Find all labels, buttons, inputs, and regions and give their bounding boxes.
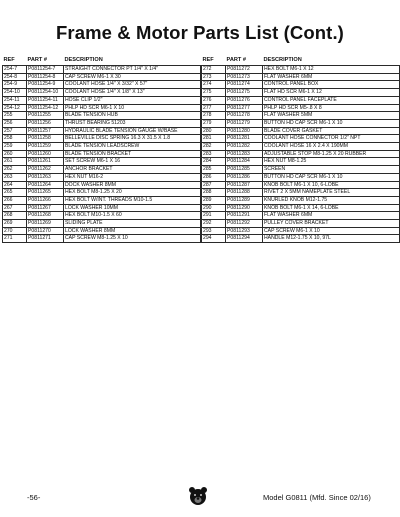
ref-cell: 280: [202, 127, 226, 135]
table-row: [202, 81, 400, 89]
description-cell: SLIDING PLATE: [64, 220, 201, 228]
ref-cell: 263: [3, 173, 27, 181]
description-cell: CAP SCREW M8-1.25 X 10: [64, 235, 201, 243]
ref-header: REF: [3, 56, 15, 63]
description-cell: BLADE TENSION LEADSCREW: [64, 143, 201, 151]
part-number-cell: P0811254-9: [27, 81, 64, 89]
table-row: [202, 104, 400, 112]
description-header: DESCRIPTION: [64, 56, 103, 63]
ref-cell: 282: [202, 143, 226, 151]
table-row: [3, 235, 201, 243]
table-row: [202, 212, 400, 220]
part-number-cell: P0811272: [226, 66, 263, 74]
description-cell: THRUST BEARING 51203: [64, 119, 201, 127]
table-row: [3, 89, 201, 97]
description-cell: LOCK WASHER 10MM: [64, 204, 201, 212]
part-number-cell: P0811268: [27, 212, 64, 220]
description-cell: COOLANT HOSE CONNECTOR 1/2" NPT: [263, 135, 400, 143]
ref-cell: 265: [3, 189, 27, 197]
table-row: [202, 112, 400, 120]
ref-cell: 284: [202, 158, 226, 166]
description-cell: HEX BOLT M10-1.5 X 60: [64, 212, 201, 220]
table-header-row: [3, 56, 201, 66]
part-number-cell: P0811260: [27, 150, 64, 158]
parts-table-right: [201, 56, 400, 243]
ref-cell: 267: [3, 204, 27, 212]
table-row: [3, 135, 201, 143]
table-row: [3, 96, 201, 104]
ref-cell: 271: [3, 235, 27, 243]
part-number-cell: P0811292: [226, 220, 263, 228]
ref-cell: 258: [3, 135, 27, 143]
table-row: [202, 204, 400, 212]
description-cell: BLADE TENSION HUB: [64, 112, 201, 120]
description-cell: HEX NUT M8-1.25: [263, 158, 400, 166]
part-number-cell: P0811266: [27, 196, 64, 204]
table-row: [202, 189, 400, 197]
part-number-header: PART #: [226, 56, 246, 63]
ref-cell: 285: [202, 166, 226, 174]
ref-cell: 262: [3, 166, 27, 174]
ref-cell: 290: [202, 204, 226, 212]
description-cell: PHLP HD SCR M5-.8 X 8: [263, 104, 400, 112]
part-number-cell: P0811281: [226, 135, 263, 143]
ref-cell: 259: [3, 143, 27, 151]
ref-cell: 294: [202, 235, 226, 243]
table-row: [3, 196, 201, 204]
ref-cell: 261: [3, 158, 27, 166]
part-number-cell: P0811276: [226, 96, 263, 104]
ref-cell: 274: [202, 81, 226, 89]
description-cell: FLAT WASHER 5MM: [263, 112, 400, 120]
description-cell: CAP SCREW M6-1 X 30: [64, 73, 201, 81]
description-cell: KNURLED KNOB M12-1.75: [263, 196, 400, 204]
page-title: Frame & Motor Parts List (Cont.): [56, 22, 344, 43]
description-cell: KNOB BOLT M6-1 X 10, 6-LOBE: [263, 181, 400, 189]
ref-cell: 268: [3, 212, 27, 220]
part-number-cell: P0811255: [27, 112, 64, 120]
ref-cell: 277: [202, 104, 226, 112]
bear-head-icon: [188, 486, 208, 506]
description-header: DESCRIPTION: [263, 56, 302, 63]
part-number-cell: P0811287: [226, 181, 263, 189]
ref-cell: 254-11: [3, 96, 27, 104]
table-row: [3, 220, 201, 228]
description-cell: HANDLE M12-1.75 X 10, 97L: [263, 235, 400, 243]
part-number-cell: P0811265: [27, 189, 64, 197]
ref-cell: 256: [3, 119, 27, 127]
part-number-cell: P0811257: [27, 127, 64, 135]
part-number-cell: P0811293: [226, 227, 263, 235]
part-number-cell: P0811277: [226, 104, 263, 112]
description-cell: FLAT WASHER 6MM: [263, 212, 400, 220]
ref-cell: 257: [3, 127, 27, 135]
table-row: [202, 150, 400, 158]
table-row: [202, 66, 400, 74]
page-number: -56-: [27, 493, 41, 502]
part-number-cell: P0811270: [27, 227, 64, 235]
ref-cell: 276: [202, 96, 226, 104]
ref-cell: 260: [3, 150, 27, 158]
description-cell: FLAT WASHER 6MM: [263, 73, 400, 81]
part-number-cell: P0811269: [27, 220, 64, 228]
description-cell: STRAIGHT CONNECTOR PT 1/4" X 1/4": [64, 66, 201, 74]
part-number-cell: P0811254-8: [27, 73, 64, 81]
part-number-cell: P0811261: [27, 158, 64, 166]
table-row: [3, 119, 201, 127]
ref-cell: 254-9: [3, 81, 27, 89]
ref-cell: 279: [202, 119, 226, 127]
table-row: [3, 112, 201, 120]
description-cell: CONTROL PANEL BOX: [263, 81, 400, 89]
description-cell: SCREEN: [263, 166, 400, 174]
part-number-cell: P0811283: [226, 150, 263, 158]
description-cell: BLADE TENSION BRACKET: [64, 150, 201, 158]
description-cell: KNOB BOLT M6-1 X 14, 6-LOBE: [263, 204, 400, 212]
ref-cell: 273: [202, 73, 226, 81]
ref-cell: 270: [3, 227, 27, 235]
description-cell: BUTTON HD CAP SCR M6-1 X 10: [263, 173, 400, 181]
part-number-cell: P0811284: [226, 158, 263, 166]
part-number-cell: P0811263: [27, 173, 64, 181]
ref-cell: 254-10: [3, 89, 27, 97]
description-cell: BELLEVILLE DISC SPRING 16.3 X 31.5 X 1.8: [64, 135, 201, 143]
part-number-cell: P0811285: [226, 166, 263, 174]
table-row: [202, 96, 400, 104]
ref-cell: 254-8: [3, 73, 27, 81]
description-cell: FLAT HD SCR M6-1 X 12: [263, 89, 400, 97]
ref-cell: 255: [3, 112, 27, 120]
table-row: [3, 173, 201, 181]
ref-cell: 278: [202, 112, 226, 120]
ref-cell: 287: [202, 181, 226, 189]
description-cell: CAP SCREW M6-1 X 10: [263, 227, 400, 235]
table-row: [202, 235, 400, 243]
table-row: [3, 143, 201, 151]
table-row: [3, 66, 201, 74]
ref-cell: 291: [202, 212, 226, 220]
part-number-cell: P0811254-11: [27, 96, 64, 104]
part-number-cell: P0811256: [27, 119, 64, 127]
table-row: [202, 135, 400, 143]
table-row: [3, 204, 201, 212]
description-cell: HOSE CLIP 1/2": [64, 96, 201, 104]
ref-cell: 272: [202, 66, 226, 74]
part-number-cell: P0811282: [226, 143, 263, 151]
table-row: [202, 220, 400, 228]
table-row: [3, 181, 201, 189]
table-row: [202, 119, 400, 127]
part-number-cell: P0811254-12: [27, 104, 64, 112]
parts-table-left: [2, 56, 201, 243]
table-row: [3, 212, 201, 220]
table-row: [202, 143, 400, 151]
description-cell: HEX NUT M16-2: [64, 173, 201, 181]
part-number-cell: P0811275: [226, 89, 263, 97]
description-cell: HEX BOLT W/INT. THREADS M10-1.5: [64, 196, 201, 204]
description-cell: BLADE COVER GASKET: [263, 127, 400, 135]
description-cell: COOLANT HOSE 1/4" X 1/8" X 13": [64, 89, 201, 97]
table-row: [202, 158, 400, 166]
part-number-cell: P0811290: [226, 204, 263, 212]
ref-cell: 283: [202, 150, 226, 158]
part-number-cell: P0811291: [226, 212, 263, 220]
description-cell: COOLANT HOSE 1/4" X 3/32" X 57": [64, 81, 201, 89]
part-number-cell: P0811288: [226, 189, 263, 197]
description-cell: SET SCREW M6-1 X 16: [64, 158, 201, 166]
table-row: [202, 166, 400, 174]
ref-cell: 286: [202, 173, 226, 181]
part-number-cell: P0811294: [226, 235, 263, 243]
table-row: [202, 73, 400, 81]
description-cell: PHLP HD SCR M6-1 X 10: [64, 104, 201, 112]
description-cell: LOCK WASHER 8MM: [64, 227, 201, 235]
description-cell: ANCHOR BRACKET: [64, 166, 201, 174]
table-row: [3, 81, 201, 89]
part-number-cell: P0811280: [226, 127, 263, 135]
table-row: [3, 158, 201, 166]
table-row: [3, 127, 201, 135]
ref-cell: 289: [202, 196, 226, 204]
table-row: [3, 104, 201, 112]
description-cell: ADJUSTABLE STOP M8-1.25 X 20 RUBBER: [263, 150, 400, 158]
table-header-row: [202, 56, 400, 66]
table-row: [202, 173, 400, 181]
table-row: [202, 227, 400, 235]
description-cell: CONTROL PANEL FACEPLATE: [263, 96, 400, 104]
description-cell: PULLEY COVER BRACKET: [263, 220, 400, 228]
ref-cell: 292: [202, 220, 226, 228]
description-cell: HEX BOLT M8-1.25 X 20: [64, 189, 201, 197]
part-number-cell: P0811289: [226, 196, 263, 204]
ref-cell: 264: [3, 181, 27, 189]
part-number-cell: P0811267: [27, 204, 64, 212]
ref-cell: 269: [3, 220, 27, 228]
model-info: Model G0811 (Mfd. Since 02/16): [263, 493, 371, 502]
part-number-cell: P0811278: [226, 112, 263, 120]
ref-cell: 293: [202, 227, 226, 235]
ref-cell: 275: [202, 89, 226, 97]
description-cell: HEX BOLT M6-1 X 12: [263, 66, 400, 74]
part-number-cell: P0811273: [226, 73, 263, 81]
part-number-cell: P0811271: [27, 235, 64, 243]
table-row: [3, 189, 201, 197]
part-number-cell: P0811254-7: [27, 66, 64, 74]
part-number-cell: P0811264: [27, 181, 64, 189]
ref-cell: 288: [202, 189, 226, 197]
part-number-cell: P0811274: [226, 81, 263, 89]
description-cell: BUTTON HD CAP SCR M6-1 X 10: [263, 119, 400, 127]
description-cell: DOCK WASHER 8MM: [64, 181, 201, 189]
table-row: [202, 89, 400, 97]
part-number-header: PART #: [27, 56, 47, 63]
table-row: [3, 166, 201, 174]
part-number-cell: P0811286: [226, 173, 263, 181]
table-row: [202, 196, 400, 204]
description-cell: HYDRAULIC BLADE TENSION GAUGE W/BASE: [64, 127, 201, 135]
description-cell: COOLANT HOSE 16 X 2.4 X 190MM: [263, 143, 400, 151]
ref-cell: 266: [3, 196, 27, 204]
part-number-cell: P0811262: [27, 166, 64, 174]
ref-header: REF: [202, 56, 214, 63]
ref-cell: 254-12: [3, 104, 27, 112]
table-row: [202, 181, 400, 189]
table-row: [202, 127, 400, 135]
part-number-cell: P0811254-10: [27, 89, 64, 97]
table-row: [3, 150, 201, 158]
part-number-cell: P0811279: [226, 119, 263, 127]
ref-cell: 254-7: [3, 66, 27, 74]
part-number-cell: P0811259: [27, 143, 64, 151]
table-row: [3, 73, 201, 81]
table-row: [3, 227, 201, 235]
part-number-cell: P0811258: [27, 135, 64, 143]
ref-cell: 281: [202, 135, 226, 143]
description-cell: RIVET 2 X 5MM NAMEPLATE STEEL: [263, 189, 400, 197]
